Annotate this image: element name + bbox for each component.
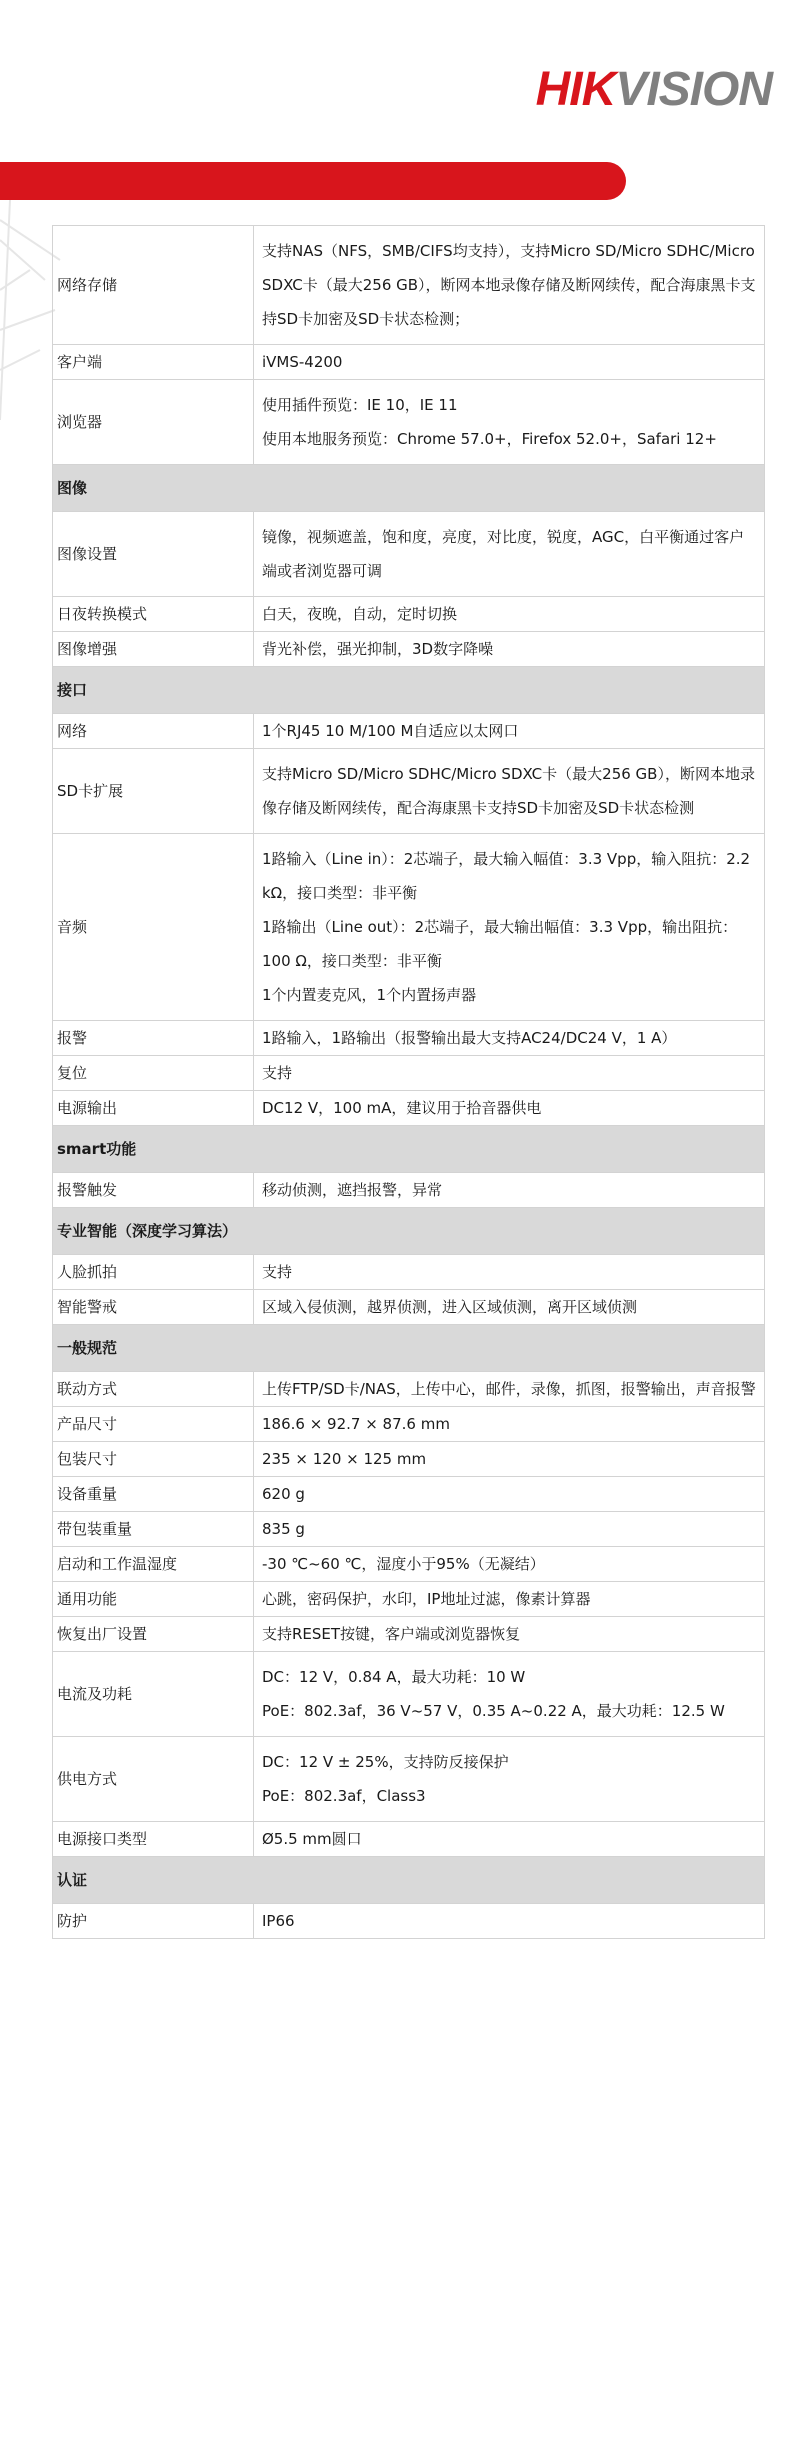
spec-value-line: Ø5.5 mm圆口 [262, 1830, 362, 1848]
spec-value [254, 1290, 765, 1325]
spec-value [254, 1737, 765, 1822]
spec-value-line: 620 g [262, 1485, 305, 1503]
spec-value [254, 1582, 765, 1617]
spec-row [53, 1617, 765, 1652]
spec-value-line: 835 g [262, 1520, 305, 1538]
spec-row [53, 1290, 765, 1325]
section-header [53, 667, 765, 714]
spec-row [53, 1737, 765, 1822]
spec-label: 人脸抓拍 [53, 1255, 254, 1290]
section-title: 接口 [53, 667, 765, 714]
spec-row [53, 380, 765, 465]
spec-value [254, 226, 765, 345]
spec-value [254, 1477, 765, 1512]
spec-value-line: 1路输入（Line in）：2芯端子，最大输入幅值：3.3 Vpp，输入阻抗：2.2 kΩ，接口类型：非平衡 [262, 850, 751, 902]
spec-label: 网络存储 [53, 226, 254, 345]
spec-value-line: 支持 [262, 1263, 293, 1281]
spec-label: 电源接口类型 [53, 1822, 254, 1857]
section-title: 图像 [53, 465, 765, 512]
section-header [53, 1325, 765, 1372]
spec-value-line: iVMS-4200 [262, 353, 343, 371]
spec-label: 客户端 [53, 345, 254, 380]
spec-label: 通用功能 [53, 1582, 254, 1617]
spec-value [254, 1652, 765, 1737]
spec-value-line: 支持Micro SD/Micro SDHC/Micro SDXC卡（最大256 GB），断网本地录像存储及断网续传，配合海康黑卡支持SD卡加密及SD卡状态检测 [262, 765, 755, 817]
spec-value-line: 支持RESET按键，客户端或浏览器恢复 [262, 1625, 521, 1643]
hikvision-logo: HIKVISION [535, 63, 772, 116]
spec-row [53, 834, 765, 1021]
spec-label: 包装尺寸 [53, 1442, 254, 1477]
spec-value [254, 1091, 765, 1126]
spec-value-line: 1路输出（Line out）：2芯端子，最大输出幅值：3.3 Vpp，输出阻抗：100 Ω，接口类型：非平衡 [262, 918, 738, 970]
section-title: smart功能 [53, 1126, 765, 1173]
spec-value [254, 597, 765, 632]
spec-label: 防护 [53, 1904, 254, 1939]
spec-label: 图像设置 [53, 512, 254, 597]
spec-label: 启动和工作温湿度 [53, 1547, 254, 1582]
red-header-bar [0, 162, 626, 200]
spec-value-line: DC：12 V，0.84 A，最大功耗：10 W [262, 1668, 526, 1686]
spec-row [53, 1442, 765, 1477]
spec-value-line: DC12 V，100 mA，建议用于拾音器供电 [262, 1099, 542, 1117]
spec-label: 供电方式 [53, 1737, 254, 1822]
spec-value-line: 使用本地服务预览：Chrome 57.0+，Firefox 52.0+，Safari 12+ [262, 430, 717, 448]
spec-label: 日夜转换模式 [53, 597, 254, 632]
spec-row [53, 1512, 765, 1547]
spec-value-line: 镜像，视频遮盖，饱和度，亮度，对比度，锐度，AGC，白平衡通过客户端或者浏览器可调 [262, 528, 745, 580]
section-title: 认证 [53, 1857, 765, 1904]
spec-value [254, 1021, 765, 1056]
spec-value [254, 714, 765, 749]
spec-row [53, 1021, 765, 1056]
spec-row [53, 226, 765, 345]
spec-label: 电源输出 [53, 1091, 254, 1126]
spec-value [254, 1822, 765, 1857]
spec-row [53, 1547, 765, 1582]
spec-label: 恢复出厂设置 [53, 1617, 254, 1652]
spec-value-line: DC：12 V ± 25%，支持防反接保护 [262, 1753, 509, 1771]
spec-row [53, 1407, 765, 1442]
spec-label: 图像增强 [53, 632, 254, 667]
spec-value [254, 345, 765, 380]
spec-row [53, 1904, 765, 1939]
spec-label: 带包装重量 [53, 1512, 254, 1547]
spec-value-line: PoE：802.3af，36 V~57 V，0.35 A~0.22 A，最大功耗：12.5 W [262, 1702, 725, 1720]
spec-row [53, 1255, 765, 1290]
spec-value-line: 区域入侵侦测，越界侦测，进入区域侦测，离开区域侦测 [262, 1298, 638, 1316]
spec-value [254, 1617, 765, 1652]
section-title: 一般规范 [53, 1325, 765, 1372]
section-header [53, 1208, 765, 1255]
spec-value-line: 1个内置麦克风，1个内置扬声器 [262, 986, 477, 1004]
spec-value-line: 186.6 × 92.7 × 87.6 mm [262, 1415, 450, 1433]
spec-row [53, 1372, 765, 1407]
spec-label: 电流及功耗 [53, 1652, 254, 1737]
spec-value [254, 1407, 765, 1442]
spec-value-line: 白天，夜晚，自动，定时切换 [262, 605, 458, 623]
spec-label: 网络 [53, 714, 254, 749]
spec-row [53, 1056, 765, 1091]
spec-value-line: 235 × 120 × 125 mm [262, 1450, 427, 1468]
spec-value [254, 512, 765, 597]
spec-value [254, 632, 765, 667]
spec-label: 产品尺寸 [53, 1407, 254, 1442]
spec-value [254, 1372, 765, 1407]
spec-row [53, 749, 765, 834]
spec-row [53, 1652, 765, 1737]
section-header [53, 1857, 765, 1904]
spec-value [254, 749, 765, 834]
spec-value-line: 1路输入，1路输出（报警输出最大支持AC24/DC24 V，1 A） [262, 1029, 677, 1047]
spec-row [53, 597, 765, 632]
spec-value-line: IP66 [262, 1912, 295, 1930]
spec-row [53, 1822, 765, 1857]
section-title: 专业智能（深度学习算法） [53, 1208, 765, 1255]
spec-label: SD卡扩展 [53, 749, 254, 834]
spec-value-line: 1个RJ45 10 M/100 M自适应以太网口 [262, 722, 519, 740]
section-header [53, 465, 765, 512]
spec-value-line: 上传FTP/SD卡/NAS，上传中心，邮件，录像，抓图，报警输出，声音报警 [262, 1380, 756, 1398]
spec-value-line: 移动侦测，遮挡报警，异常 [262, 1181, 443, 1199]
spec-row [53, 1477, 765, 1512]
spec-table [52, 225, 765, 1939]
spec-row [53, 512, 765, 597]
spec-value [254, 1442, 765, 1477]
spec-value-line: 心跳，密码保护，水印，IP地址过滤，像素计算器 [262, 1590, 591, 1608]
spec-row [53, 345, 765, 380]
spec-value [254, 1904, 765, 1939]
spec-row [53, 632, 765, 667]
spec-label: 报警 [53, 1021, 254, 1056]
spec-value-line: 支持 [262, 1064, 293, 1082]
spec-value-line: PoE：802.3af，Class3 [262, 1787, 426, 1805]
spec-value-line: 支持NAS（NFS，SMB/CIFS均支持），支持Micro SD/Micro SDHC/Micro SDXC卡（最大256 GB），断网本地录像存储及断网续传，配合海康黑卡支持SD卡加密及SD卡状态检测； [262, 242, 756, 328]
spec-row [53, 1582, 765, 1617]
spec-label: 报警触发 [53, 1173, 254, 1208]
section-header [53, 1126, 765, 1173]
spec-value [254, 380, 765, 465]
spec-value [254, 1547, 765, 1582]
spec-row [53, 714, 765, 749]
spec-value [254, 834, 765, 1021]
spec-value-line: 使用插件预览：IE 10，IE 11 [262, 396, 458, 414]
spec-value [254, 1056, 765, 1091]
spec-label: 浏览器 [53, 380, 254, 465]
spec-value [254, 1255, 765, 1290]
spec-value [254, 1173, 765, 1208]
spec-row [53, 1173, 765, 1208]
spec-row [53, 1091, 765, 1126]
spec-value [254, 1512, 765, 1547]
spec-label: 音频 [53, 834, 254, 1021]
spec-label: 联动方式 [53, 1372, 254, 1407]
spec-label: 设备重量 [53, 1477, 254, 1512]
spec-value-line: -30 ℃~60 ℃，湿度小于95%（无凝结） [262, 1555, 545, 1573]
spec-label: 复位 [53, 1056, 254, 1091]
spec-label: 智能警戒 [53, 1290, 254, 1325]
spec-value-line: 背光补偿，强光抑制，3D数字降噪 [262, 640, 494, 658]
